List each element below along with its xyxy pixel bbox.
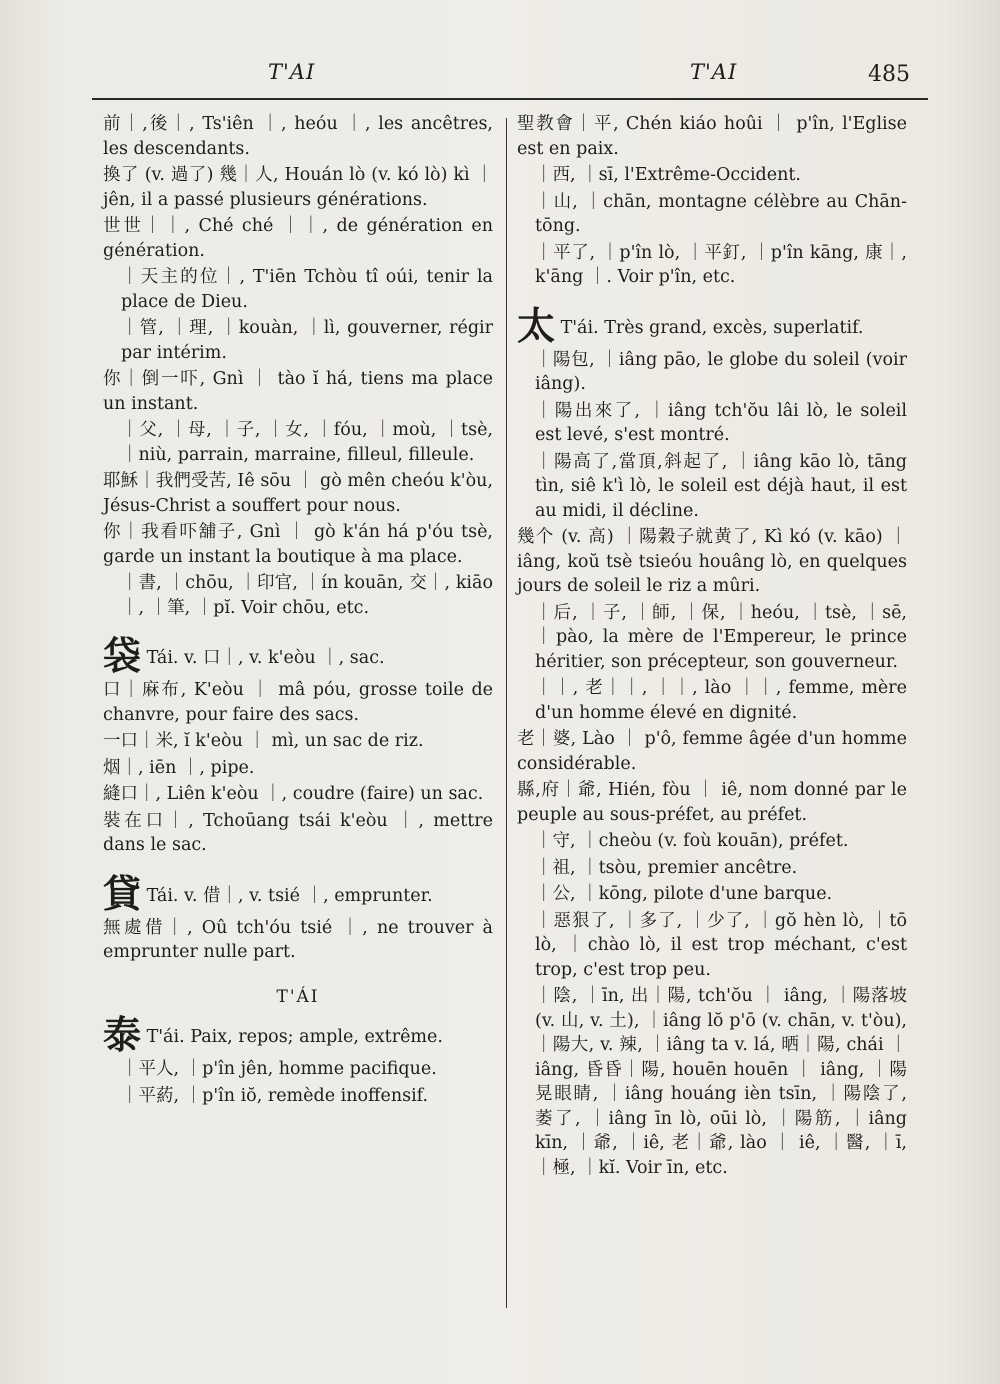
dictionary-entry: 你｜倒一吓, Gnì ｜ tào ĭ há, tiens ma place un instant. bbox=[103, 369, 493, 414]
running-head-right: T'AI bbox=[690, 60, 738, 84]
dictionary-entry: 你｜我看吓舖子, Gnì ｜ gò k'án há p'óu tsè, garde un instant la boutique à ma place. bbox=[103, 522, 493, 567]
dictionary-entry: 縣,府｜爺, Hién, fòu ｜ iê, nom donné par le peuple au sous-préfet, au préfet. bbox=[517, 780, 907, 825]
headword-character: 太 bbox=[517, 302, 556, 348]
section-heading: T'ÁI bbox=[276, 986, 320, 1007]
dictionary-headword-entry: 貸 Tái. v. 借｜, v. tsié ｜, emprunter. bbox=[103, 870, 433, 916]
right-column bbox=[517, 112, 907, 1182]
dictionary-entry: 換了 (v. 過了) 幾｜人, Houán lò (v. kó lò) kì ｜ jên, il a passé plusieurs générations. bbox=[103, 165, 493, 210]
dictionary-entry: 無處借｜, Oû tch'óu tsié ｜, ne trouver à emprunter nulle part. bbox=[103, 917, 493, 962]
dictionary-entry: 烟｜, iēn ｜, pipe. bbox=[103, 757, 255, 778]
dictionary-entry: ｜父, ｜母, ｜子, ｜女, ｜fóu, ｜moù, ｜tsè, ｜niù, parrain, marraine, filleul, filleule. bbox=[121, 420, 493, 465]
dictionary-entry: 幾个 (v. 高) ｜陽穀子就黄了, Kì kó (v. kāo) ｜ iâng, koŭ tsè tsieóu houâng lò, en quelques jours de soleil le riz a mûri. bbox=[517, 527, 907, 596]
dictionary-entry: 縫口｜, Liên k'eòu ｜, coudre (faire) un sac. bbox=[103, 784, 484, 804]
dictionary-entry: 世世｜｜, Ché ché ｜｜, de génération en génération. bbox=[103, 216, 493, 261]
page-number: 485 bbox=[868, 62, 910, 87]
dictionary-entry: ｜山, ｜chān, montagne célèbre au Chān-tōng. bbox=[535, 191, 907, 236]
dictionary-entry: 一口｜米, ĭ k'eòu ｜ mì, un sac de riz. bbox=[103, 731, 424, 751]
dictionary-entry: ｜后, ｜子, ｜師, ｜保, ｜heóu, ｜tsè, ｜sē, ｜pào, la mère de l'Empereur, le prince héritier, son précepteur, son gouverneur. bbox=[535, 602, 907, 672]
dictionary-entry: 裝在口｜, Tchoūang tsái k'eòu ｜, mettre dans le sac. bbox=[103, 810, 493, 855]
headword-character: 袋 bbox=[103, 633, 142, 678]
dictionary-entry: ｜陽高了,當頂,斜起了, ｜iâng kāo lò, tāng tìn, siê k'ì lò, le soleil est déjà haut, il est au midi, il décline. bbox=[535, 451, 907, 521]
headword-character: 貸 bbox=[103, 870, 142, 916]
running-head-left: T'AI bbox=[268, 60, 316, 84]
dictionary-entry: ｜守, ｜cheòu (v. foù kouān), préfet. bbox=[535, 831, 849, 851]
header-rule bbox=[92, 98, 928, 100]
headword-character: 泰 bbox=[103, 1012, 142, 1057]
dictionary-headword-entry: 泰 T'ái. Paix, repos; ample, extrême. bbox=[103, 1012, 443, 1057]
dictionary-headword-entry: 袋 Tái. v. 口｜, v. k'eòu ｜, sac. bbox=[103, 633, 385, 678]
dictionary-entry: ｜陽出來了, ｜iâng tch'ŏu lâi lò, le soleil est levé, s'est montré. bbox=[535, 400, 907, 445]
dictionary-entry: ｜管, ｜理, ｜kouàn, ｜lì, gouverner, régir par intérim. bbox=[121, 318, 493, 363]
dictionary-entry: 聖教會｜平, Chén kiáo hoûi ｜ p'în, l'Eglise est en paix. bbox=[517, 114, 907, 159]
dictionary-entry: ｜陰, ｜īn, 出｜陽, tch'ŏu ｜ iâng, ｜陽落坡 (v. 山, v. 土), ｜iâng lŏ p'ō (v. chān, v. t'òu), ｜陽大, v. 辣, ｜iâng ta v. lá, 晒｜陽, chái ｜ iâng, 昏昏｜陽, houēn houēn ｜ iâng, ｜陽晃眼睛, ｜iâng houáng ièn tsīn, ｜陽陰了, 萎了, ｜iâng īn lò, oūi lò, ｜陽筋, ｜iâng kīn, ｜爺, ｜iê, 老｜爺, lào ｜ iê, ｜醫, ｜ī, ｜極, ｜kĭ. Voir īn, etc. bbox=[535, 986, 907, 1178]
column-divider bbox=[506, 118, 507, 1308]
dictionary-entry: ｜書, ｜chōu, ｜印官, ｜ín kouān, 交｜, kiāo ｜, ｜筆, ｜pĭ. Voir chōu, etc. bbox=[121, 573, 493, 618]
dictionary-entry: 老｜婆, Lào ｜ p'ô, femme âgée d'un homme considérable. bbox=[517, 729, 907, 774]
dictionary-entry: ｜平了, ｜p'în lò, ｜平釘, ｜p'în kāng, 康｜, k'āng ｜. Voir p'în, etc. bbox=[535, 242, 907, 287]
dictionary-entry: ｜祖, ｜tsòu, premier ancêtre. bbox=[535, 857, 798, 878]
dictionary-headword-entry: 太 T'ái. Très grand, excès, superlatif. bbox=[517, 302, 864, 348]
dictionary-entry: ｜｜, 老｜｜, ｜｜, lào ｜｜, femme, mère d'un homme élevé en dignité. bbox=[535, 678, 907, 723]
dictionary-entry: ｜陽包, ｜iâng pāo, le globe du soleil (voir iâng). bbox=[535, 349, 907, 394]
dictionary-entry: ｜惡狠了, ｜多了, ｜少了, ｜gŏ hèn lò, ｜tō lò, ｜chào lò, il est trop méchant, c'est trop, c'est trop peu. bbox=[535, 910, 907, 980]
dictionary-entry: 耶穌｜我們受苦, Iê sōu ｜ gò mên cheóu k'òu, Jésus-Christ a souffert pour nous. bbox=[103, 471, 493, 516]
dictionary-entry: ｜平葯, ｜p'în iŏ, remède inoffensif. bbox=[121, 1085, 429, 1106]
dictionary-entry: 口｜麻布, K'eòu ｜ mâ póu, grosse toile de chanvre, pour faire des sacs. bbox=[103, 680, 493, 725]
left-column bbox=[103, 112, 493, 1110]
dictionary-entry: 前｜,後｜, Ts'iên ｜, heóu ｜, les ancêtres, les descendants. bbox=[103, 114, 493, 159]
dictionary-entry: ｜公, ｜kōng, pilote d'une barque. bbox=[535, 884, 833, 904]
dictionary-entry: ｜西, ｜sī, l'Extrême-Occident. bbox=[535, 165, 801, 185]
dictionary-entry: ｜平人, ｜p'în jên, homme pacifique. bbox=[121, 1059, 437, 1079]
dictionary-entry: ｜天主的位｜, T'iēn Tchòu tî oúi, tenir la place de Dieu. bbox=[121, 267, 493, 312]
